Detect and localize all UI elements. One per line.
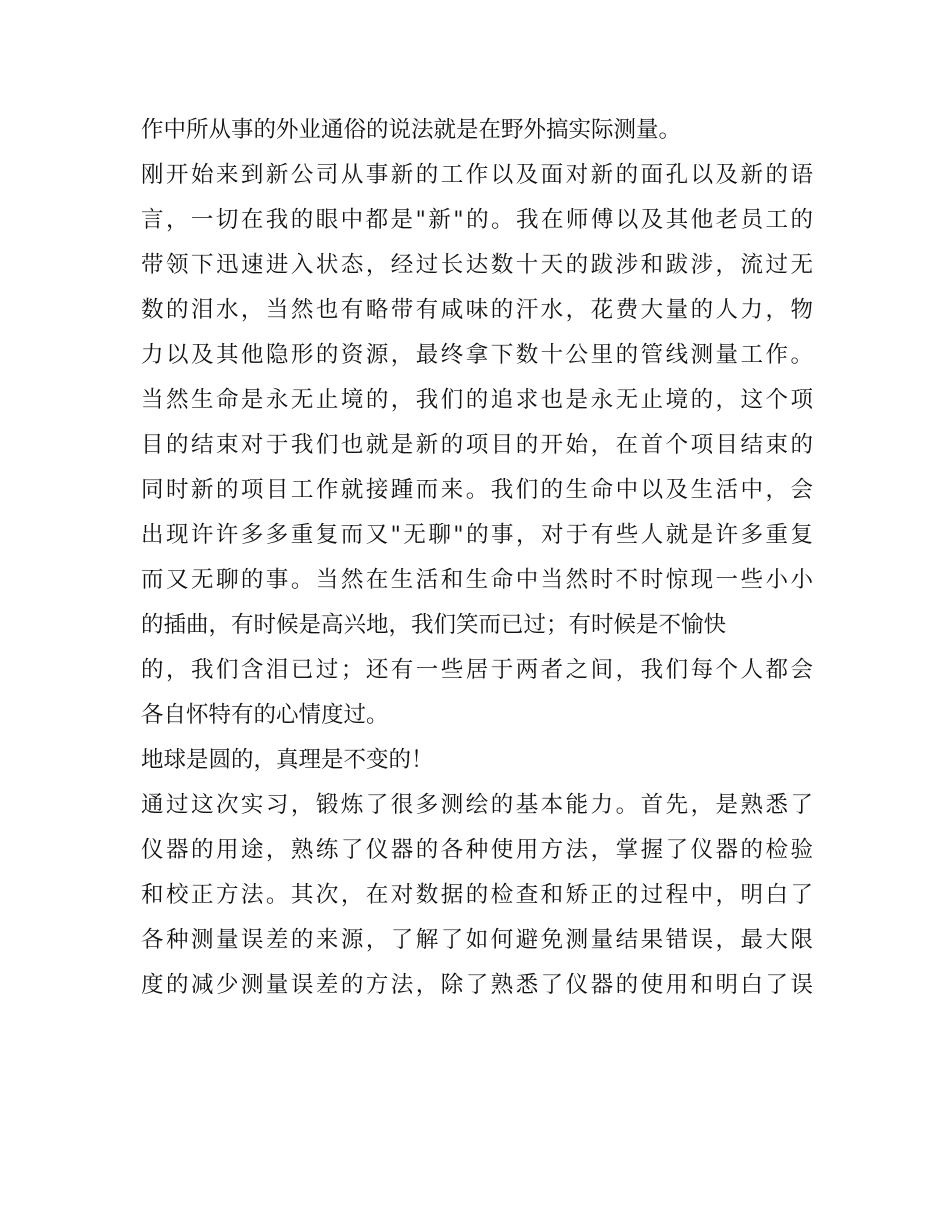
text-line: 各自怀特有的心情度过。 bbox=[141, 702, 389, 728]
text-line: 作中所从事的外业通俗的说法就是在野外搞实际测量。 bbox=[141, 117, 682, 143]
text-line: 地球是圆的，真理是不变的！ bbox=[141, 747, 434, 773]
body-text bbox=[141, 108, 813, 1008]
text-line: 目的结束对于我们也就是新的项目的开始，在首个项目结束的 bbox=[141, 432, 813, 458]
text-line: 言，一切在我的眼中都是"新"的。我在师傅以及其他老员工的 bbox=[141, 207, 813, 233]
text-line: 和校正方法。其次，在对数据的检查和矫正的过程中，明白了 bbox=[141, 882, 813, 908]
text-line: 通过这次实习，锻炼了很多测绘的基本能力。首先，是熟悉了 bbox=[141, 792, 813, 818]
text-line: 数的泪水，当然也有略带有咸味的汗水，花费大量的人力，物 bbox=[141, 297, 813, 323]
text-line: 当然生命是永无止境的，我们的追求也是永无止境的，这个项 bbox=[141, 387, 813, 413]
text-line: 刚开始来到新公司从事新的工作以及面对新的面孔以及新的语 bbox=[141, 162, 813, 188]
text-line: 的插曲，有时候是高兴地，我们笑而已过；有时候是不愉快 bbox=[141, 612, 727, 638]
text-line: 出现许许多多重复而又"无聊"的事，对于有些人就是许多重复 bbox=[141, 522, 813, 548]
text-line: 力以及其他隐形的资源，最终拿下数十公里的管线测量工作。 bbox=[141, 342, 813, 368]
text-line: 各种测量误差的来源，了解了如何避免测量结果错误，最大限 bbox=[141, 927, 813, 953]
text-line: 仪器的用途，熟练了仪器的各种使用方法，掌握了仪器的检验 bbox=[141, 837, 813, 863]
text-line: 的，我们含泪已过；还有一些居于两者之间，我们每个人都会 bbox=[141, 657, 813, 683]
text-line: 同时新的项目工作就接踵而来。我们的生命中以及生活中，会 bbox=[141, 477, 813, 503]
text-line: 度的减少测量误差的方法，除了熟悉了仪器的使用和明白了误 bbox=[141, 972, 813, 998]
text-line: 带领下迅速进入状态，经过长达数十天的跋涉和跋涉，流过无 bbox=[141, 252, 813, 278]
text-line: 而又无聊的事。当然在生活和生命中当然时不时惊现一些小小 bbox=[141, 567, 813, 593]
